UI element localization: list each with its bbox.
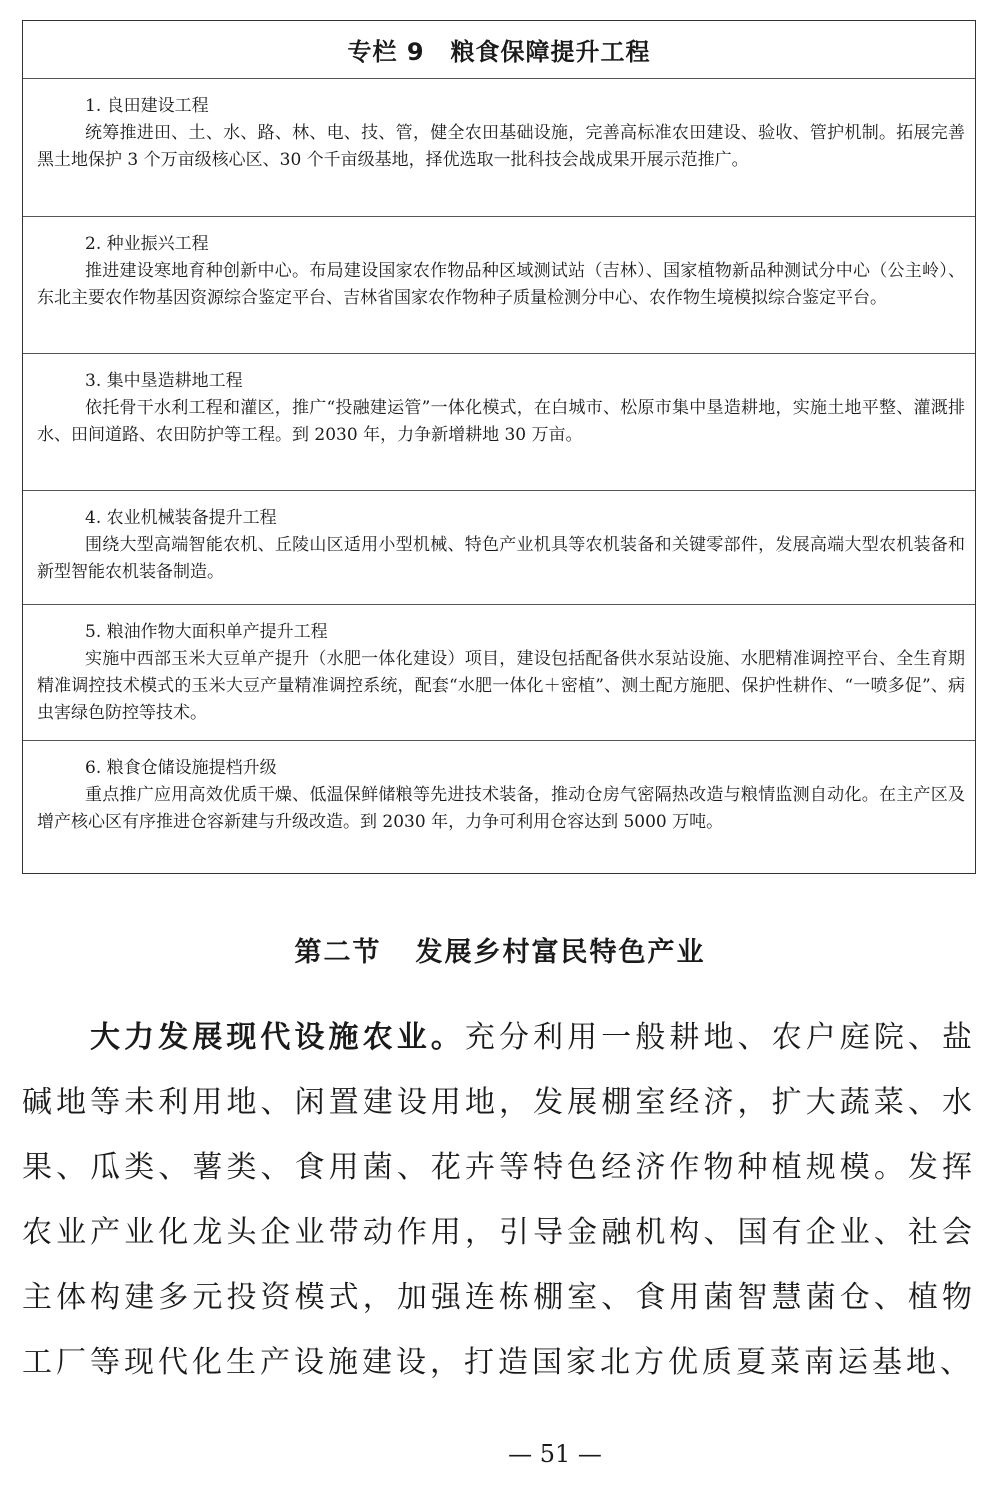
item-body: 依托骨干水利工程和灌区，推广“投融建运管”一体化模式，在白城市、松原市集中垦造耕地，实施土地平整、灌溉排水、田间道路、农田防护等工程。到 2030 年，力争新增耕地 30 万亩。 [37,398,965,445]
paragraph-text: 充分利用一般耕地、农户庭院、盐碱地等未利用地、闲置建设用地，发展棚室经济，扩大蔬菜、水果、瓜类、薯类、食用菌、花卉等特色经济作物种植规模。发挥农业产业化龙头企业带动作用，引导金融机构、国有企业、社会主体构建多元投资模式，加强连栋棚室、食用菌智慧菌仓、植物工厂等现代化生产设施建设，打造国家北方优质夏菜南运基地、 [22,1020,977,1380]
project-box [22,20,976,874]
item-body: 围绕大型高端智能农机、丘陵山区适用小型机械、特色产业机具等农机装备和关键零部件，发展高端大型农机装备和新型智能农机装备制造。 [37,535,965,582]
item-body: 重点推广应用高效优质干燥、低温保鲜储粮等先进技术装备，推动仓房气密隔热改造与粮情监测自动化。在主产区及增产核心区有序推进仓容新建与升级改造。到 2030 年，力争可利用仓容达到 5000 万吨。 [37,785,965,832]
box-title: 粮食保障提升工程 [450,38,651,66]
paragraph-lead: 大力发展现代设施农业。 [90,1020,465,1055]
body-paragraph [22,1005,976,1395]
box-title-bar [23,21,975,79]
item-body: 推进建设寒地育种创新中心。布局建设国家农作物品种区域测试站（吉林）、国家植物新品种测试分中心（公主岭）、东北主要农作物基因资源综合鉴定平台、吉林省国家农作物种子质量检测分中心、农作物生境模拟综合鉴定平台。 [37,261,965,308]
item-body: 实施中西部玉米大豆单产提升（水肥一体化建设）项目，建设包括配备供水泵站设施、水肥精准调控平台、全生育期精准调控技术模式的玉米大豆产量精准调控系统，配套“水肥一体化＋密植”、测土配方施肥、保护性耕作、“一喷多促”、病虫害绿色防控等技术。 [37,649,965,723]
item-title: 5. 粮油作物大面积单产提升工程 [85,622,328,642]
box-item-6 [23,741,975,873]
box-item-5 [23,605,975,741]
section-number: 第二节 [294,937,382,968]
item-title: 1. 良田建设工程 [85,96,209,116]
box-item-4 [23,491,975,605]
section-title: 发展乡村富民特色产业 [415,937,706,968]
box-item-3 [23,354,975,491]
item-title: 4. 农业机械装备提升工程 [85,508,277,528]
box-item-1 [23,79,975,217]
box-label: 专栏 9 [347,38,425,66]
box-item-2 [23,217,975,354]
section-heading [0,930,1000,969]
item-title: 2. 种业振兴工程 [85,234,209,254]
item-body: 统筹推进田、土、水、路、林、电、技、管，健全农田基础设施，完善高标准农田建设、验收、管护机制。拓展完善黑土地保护 3 个万亩级核心区、30 个千亩级基地，择优选取一批科技会战成果开展示范推广。 [37,123,965,170]
item-title: 6. 粮食仓储设施提档升级 [85,758,277,778]
item-title: 3. 集中垦造耕地工程 [85,371,243,391]
page-number: — 51 — [508,1440,602,1468]
